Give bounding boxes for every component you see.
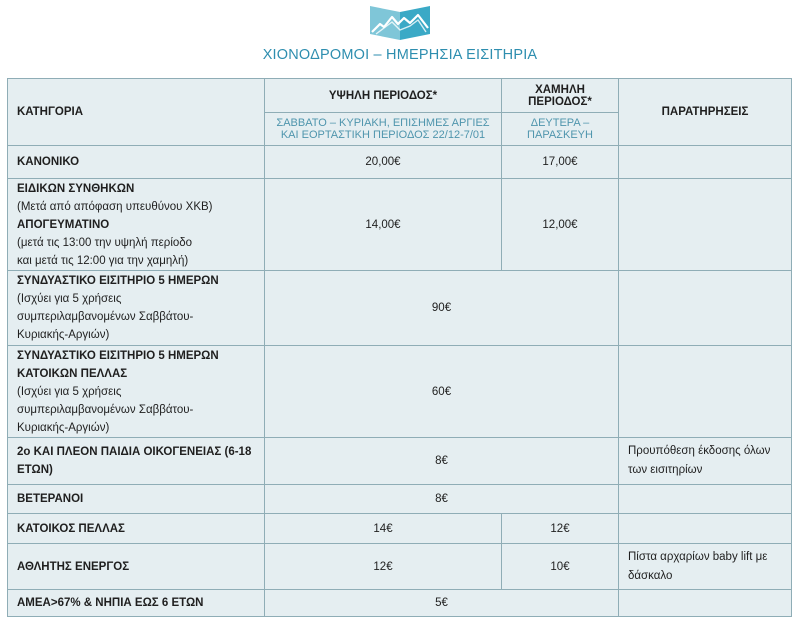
category-label: ΚΑΝΟΝΙΚΟ — [17, 156, 80, 168]
category-label: ΑΜΕΑ>67% & ΝΗΠΙΑ ΕΩΣ 6 ΕΤΩΝ — [17, 597, 204, 609]
table-row — [8, 146, 792, 179]
notes-cell: Προυπόθεση έκδοσης όλων των εισιτηρίων — [619, 438, 792, 485]
category-note: συμπεριλαμβανομένων Σαββάτου- — [17, 403, 194, 416]
category-label-2: ΚΑΤΟΙΚΩΝ ΠΕΛΛΑΣ — [17, 367, 128, 380]
low-price: 12,00€ — [502, 179, 619, 271]
header-high-period: ΥΨΗΛΗ ΠΕΡΙΟΔΟΣ* — [265, 79, 502, 113]
table-row — [8, 271, 792, 346]
high-price: 12€ — [265, 544, 502, 590]
low-price: 10€ — [502, 544, 619, 590]
ticket-price-table — [7, 78, 792, 617]
header-category: ΚΑΤΗΓΟΡΙΑ — [8, 79, 265, 146]
header-notes: ΠΑΡΑΤΗΡΗΣΕΙΣ — [619, 79, 792, 146]
table-row — [8, 346, 792, 438]
category-note: και μετά τις 12:00 για την χαμηλή) — [17, 254, 189, 267]
category-label-2: ΑΠΟΓΕΥΜΑΤΙΝΟ — [17, 218, 110, 231]
high-price: 20,00€ — [265, 146, 502, 179]
price: 90€ — [265, 271, 619, 346]
low-price: 17,00€ — [502, 146, 619, 179]
category-label: ΣΥΝΔΥΑΣΤΙΚΟ ΕΙΣΙΤΗΡΙΟ 5 ΗΜΕΡΩΝ — [17, 349, 219, 362]
notes-cell — [619, 485, 792, 514]
header-low-period-days: ΔΕΥΤΕΡΑ – ΠΑΡΑΣΚΕΥΗ — [502, 113, 619, 146]
table-row — [8, 485, 792, 514]
category-note: (Ισχύει για 5 χρήσεις — [17, 293, 122, 305]
page-title: ΧΙΟΝΟΔΡΟΜΟΙ – ΗΜΕΡΗΣΙΑ ΕΙΣΙΤΗΡΙΑ — [262, 47, 538, 63]
price: 5€ — [265, 590, 619, 617]
category-label: ΕΙΔΙΚΩΝ ΣΥΝΘΗΚΩΝ — [17, 182, 135, 195]
price: 8€ — [265, 438, 619, 485]
category-note: (Μετά από απόφαση υπευθύνου ΧΚΒ) — [17, 200, 213, 213]
notes-cell — [619, 514, 792, 544]
category-label: 2ο ΚΑΙ ΠΛΕΟΝ ΠΑΙΔΙΑ ΟΙΚΟΓΕΝΕΙΑΣ (6-18 ΕΤΩΝ) — [17, 446, 252, 476]
notes-cell — [619, 146, 792, 179]
category-note: (Ισχύει για 5 χρήσεις — [17, 385, 122, 398]
notes-cell — [619, 271, 792, 346]
category-label: ΑΘΛΗΤΗΣ ΕΝΕΡΓΟΣ — [17, 560, 130, 573]
table-row — [8, 590, 792, 617]
high-price: 14,00€ — [265, 179, 502, 271]
high-price: 14€ — [265, 514, 502, 544]
notes-cell — [619, 590, 792, 617]
low-price: 12€ — [502, 514, 619, 544]
table-row — [8, 438, 792, 485]
price: 60€ — [265, 346, 619, 438]
category-note: Κυριακής-Αργιών) — [17, 421, 110, 434]
category-label: ΚΑΤΟΙΚΟΣ ΠΕΛΛΑΣ — [17, 522, 125, 535]
table-row — [8, 179, 792, 271]
notes-cell — [619, 346, 792, 438]
notes-cell — [619, 179, 792, 271]
category-note: Κυριακής-Αργιών) — [17, 329, 110, 341]
notes-cell: Πίστα αρχαρίων baby lift με δάσκαλο — [619, 544, 792, 590]
header-high-period-days: ΣΑΒΒΑΤΟ – ΚΥΡΙΑΚΗ, ΕΠΙΣΗΜΕΣ ΑΡΓΙΕΣ ΚΑΙ ΕΟΡΤΑΣΤΙΚΗ ΠΕΡΙΟΔΟΣ 22/12-7/01 — [265, 113, 502, 146]
price: 8€ — [265, 485, 619, 514]
header-low-period: ΧΑΜΗΛΗ ΠΕΡΙΟΔΟΣ* — [502, 79, 619, 113]
category-label: ΣΥΝΔΥΑΣΤΙΚΟ ΕΙΣΙΤΗΡΙΟ 5 ΗΜΕΡΩΝ — [17, 275, 219, 287]
category-note: συμπεριλαμβανομένων Σαββάτου- — [17, 311, 194, 323]
mountain-logo-icon — [364, 4, 436, 40]
table-row — [8, 514, 792, 544]
category-label: ΒΕΤΕΡΑΝΟΙ — [17, 493, 84, 505]
category-note: (μετά τις 13:00 την υψηλή περίοδο — [17, 236, 193, 249]
table-row — [8, 544, 792, 590]
